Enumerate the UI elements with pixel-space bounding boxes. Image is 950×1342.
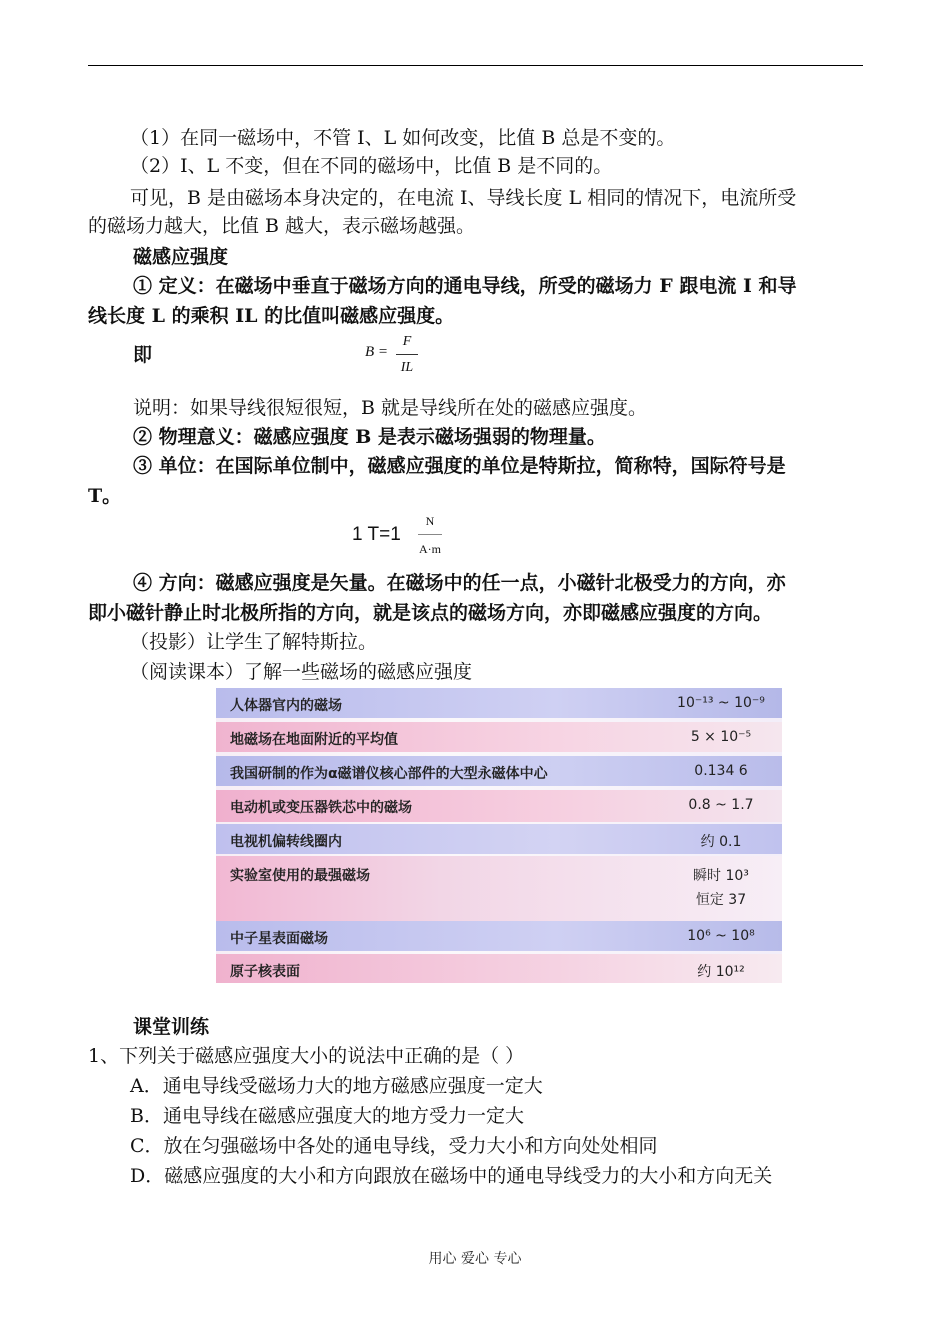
row-value-secondary: 恒定 37	[695, 892, 747, 908]
unit-denominator: A·m	[419, 542, 441, 556]
direction-line-2: 即小磁针静止时北极所指的方向，就是该点的磁场方向，亦即磁感应强度的方向。	[88, 602, 773, 624]
formula-numerator: F	[402, 334, 412, 349]
unit-line-2: T。	[88, 485, 122, 507]
row-value: 0.134 6	[694, 763, 748, 779]
row-value: 约 0.1	[700, 834, 742, 850]
row-name: 电动机或变压器铁芯中的磁场	[230, 800, 412, 816]
para-line-3: 可见，B 是由磁场本身决定的，在电流 I、导线长度 L 相同的情况下，电流所受	[130, 187, 797, 209]
row-name: 地磁场在地面附近的平均值	[230, 732, 398, 748]
option-a: A．通电导线受磁场力大的地方磁感应强度一定大	[130, 1075, 543, 1097]
note-line: 说明：如果导线很短很短，B 就是导线所在处的磁感应强度。	[133, 397, 648, 419]
formula-denominator: IL	[400, 360, 414, 375]
reading-line: （阅读课本）了解一些磁场的磁感应强度	[130, 661, 473, 683]
page-footer: 用心 爱心 专心	[428, 1251, 522, 1267]
row-name: 我国研制的作为α磁谱仪核心部件的大型永磁体中心	[230, 766, 548, 782]
exercise-title: 课堂训练	[133, 1016, 210, 1038]
section-heading: 磁感应强度	[133, 246, 229, 268]
row-name: 电视机偏转线圈内	[230, 834, 342, 850]
row-name: 中子星表面磁场	[230, 931, 328, 947]
unit-fraction	[418, 514, 442, 562]
option-c: C．放在匀强磁场中各处的通电导线，受力大小和方向处处相同	[130, 1135, 658, 1157]
row-value: 10⁶ ~ 10⁸	[687, 928, 755, 944]
direction-line-1: ④ 方向：磁感应强度是矢量。在磁场中的任一点，小磁针北极受力的方向，亦	[133, 572, 786, 594]
formula-lhs: B =	[365, 344, 389, 360]
header-rule	[88, 65, 863, 66]
row-name: 原子核表面	[230, 964, 300, 980]
para-line-1: （1）在同一磁场中，不管 I、L 如何改变，比值 B 总是不变的。	[130, 127, 676, 149]
row-value: 5 × 10⁻⁵	[690, 729, 752, 745]
unit-numerator: N	[425, 514, 435, 528]
row-value: 约 10¹²	[697, 964, 745, 980]
formula-fraction	[396, 334, 418, 382]
option-d: D．磁感应强度的大小和方向跟放在磁场中的通电导线受力的大小和方向无关	[130, 1165, 773, 1187]
row-value: 0.8 ~ 1.7	[688, 797, 754, 813]
fraction-bar	[396, 354, 418, 355]
unit-fraction-bar	[418, 534, 442, 535]
row-name: 人体器官内的磁场	[230, 698, 342, 714]
exercise-question: 1、下列关于磁感应强度大小的说法中正确的是（ ）	[88, 1045, 525, 1067]
para-line-4: 的磁场力越大，比值 B 越大，表示磁场越强。	[88, 215, 476, 237]
definition-line-2: 线长度 L 的乘积 IL 的比值叫磁感应强度。	[88, 305, 455, 327]
projection-line: （投影）让学生了解特斯拉。	[130, 631, 378, 653]
meaning-line: ② 物理意义：磁感应强度 B 是表示磁场强弱的物理量。	[133, 426, 606, 448]
option-b: B．通电导线在磁感应强度大的地方受力一定大	[130, 1105, 524, 1127]
row-name: 实验室使用的最强磁场	[230, 868, 370, 884]
row-value: 瞬时 10³	[693, 868, 749, 884]
unit-equation: 1 T=1	[352, 524, 401, 545]
magnetic-field-table	[216, 688, 782, 983]
definition-line-1: ① 定义：在磁场中垂直于磁场方向的通电导线，所受的磁场力 F 跟电流 I 和导	[133, 275, 797, 297]
unit-line-1: ③ 单位：在国际单位制中，磁感应强度的单位是特斯拉，简称特，国际符号是	[133, 455, 786, 477]
para-line-2: （2）I、L 不变，但在不同的磁场中，比值 B 是不同的。	[130, 155, 613, 177]
row-value: 10⁻¹³ ~ 10⁻⁹	[677, 695, 765, 711]
ji-label: 即	[133, 344, 153, 366]
